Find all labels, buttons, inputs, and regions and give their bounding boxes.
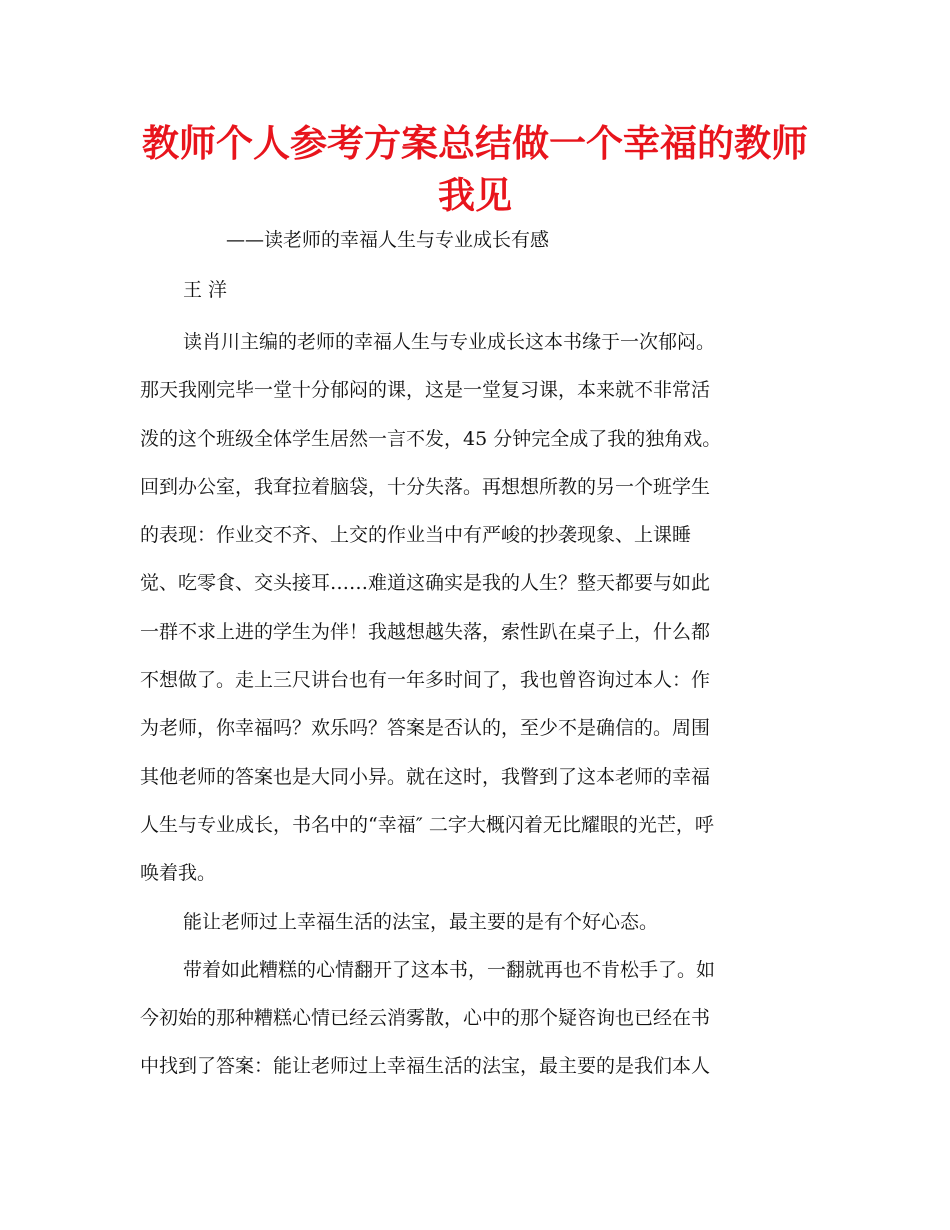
document-author: 王 洋 <box>183 279 228 301</box>
paragraph-2-line: 能让老师过上幸福生活的法宝，最主要的是有个好心态。 <box>183 910 659 933</box>
paragraph-1-line: 为老师，你幸福吗？欢乐吗？答案是否认的，至少不是确信的。周围 <box>140 717 711 740</box>
document-subtitle: ——读老师的幸福人生与专业成长有感 <box>226 229 550 251</box>
paragraph-3-line: 中找到了答案：能让老师过上幸福生活的法宝，最主要的是我们本人 <box>140 1055 711 1078</box>
paragraph-1-line: 人生与专业成长，书名中的“幸福″ 二字大概闪着无比耀眼的光芒，呼 <box>140 813 714 836</box>
paragraph-1-line: 读肖川主编的老师的幸福人生与专业成长这本书缘于一次郁闷。 <box>183 331 716 353</box>
paragraph-1-line: 觉、吃零食、交头接耳……难道这确实是我的人生？整天都要与如此 <box>140 572 711 595</box>
document-body <box>140 318 812 1091</box>
title-line-1: 教师个人参考方案总结做一个幸福的教师 <box>142 122 808 165</box>
paragraph-1-line: 一群不求上进的学生为伴！我越想越失落，索性趴在桌子上，什么都 <box>140 620 711 643</box>
title-line-2: 我见 <box>438 174 512 217</box>
paragraph-1-line: 唤着我。 <box>140 862 217 885</box>
paragraph-3-line: 今初始的那种糟糕心情已经云消雾散，心中的那个疑咨询也已经在书 <box>140 1007 711 1030</box>
paragraph-1-line: 的表现：作业交不齐、上交的作业当中有严峻的抄袭现象、上课睡 <box>140 524 692 547</box>
paragraph-1-line: 回到办公室，我耷拉着脑袋，十分失落。再想想所教的另一个班学生 <box>140 475 711 498</box>
paragraph-3-line: 带着如此糟糕的心情翻开了这本书，一翻就再也不肯松手了。如 <box>183 958 716 981</box>
document-title <box>140 118 810 222</box>
paragraph-1-line: 不想做了。走上三尺讲台也有一年多时间了，我也曾咨询过本人：作 <box>140 669 711 692</box>
paragraph-1-line: 其他老师的答案也是大同小异。就在这时，我瞥到了这本老师的幸福 <box>140 765 711 788</box>
paragraph-1-line: 泼的这个班级全体学生居然一言不发，45 分钟完全成了我的独角戏。 <box>140 427 722 450</box>
paragraph-1-line: 那天我刚完毕一堂十分郁闷的课，这是一堂复习课，本来就不非常活 <box>140 379 711 402</box>
